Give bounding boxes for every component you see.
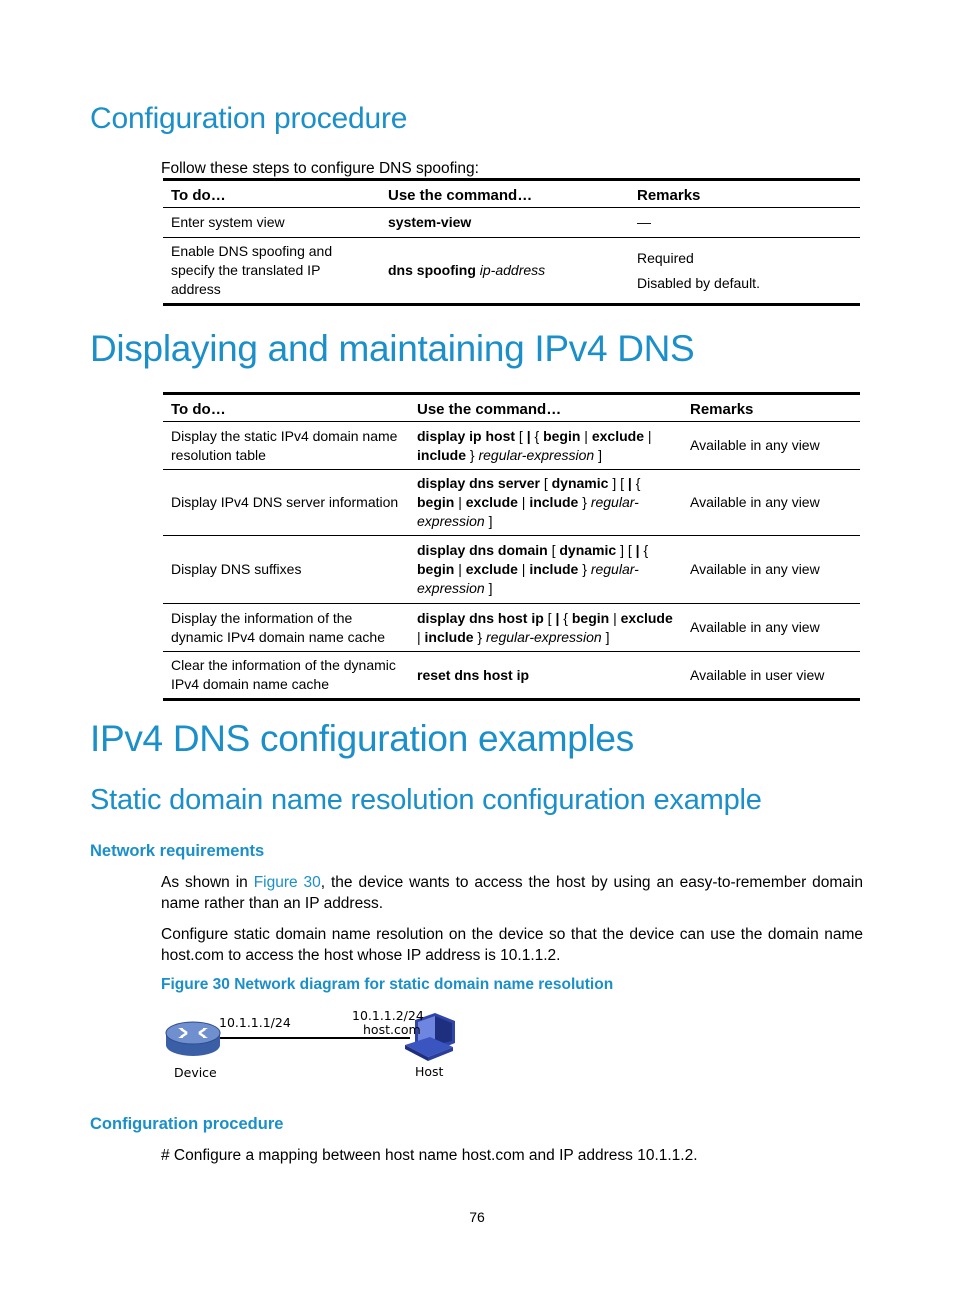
command-keyword: system-view: [388, 214, 472, 230]
command-argument: ip-address: [479, 262, 546, 278]
paragraph-network-1: [161, 872, 863, 914]
remarks-cell: Available in any view: [690, 437, 820, 453]
command-keyword: dns spoofing: [388, 262, 476, 278]
command-cell: [409, 652, 682, 700]
command-keyword: display dns server: [417, 475, 540, 491]
header-command: Use the command…: [417, 401, 562, 418]
config-step-text: # Configure a mapping between host name host.com and IP address 10.1.1.2.: [161, 1147, 698, 1164]
host-ip-label: 10.1.1.2/24: [352, 1008, 424, 1023]
dynamic-keyword: dynamic: [551, 475, 609, 491]
regex-argument: regular-expression: [417, 561, 639, 596]
header-command: Use the command…: [388, 187, 533, 204]
device-label: Device: [174, 1065, 217, 1080]
command-cell: display dns host ip [ | { begin | exclude | include } regular-expression ]: [417, 609, 673, 645]
table-row: [163, 208, 860, 238]
remark-line: Required: [637, 249, 694, 266]
command-keyword: display dns host ip: [417, 609, 544, 626]
table-row: [163, 604, 860, 652]
todo-cell: Enter system view: [171, 214, 285, 230]
display-maintain-table: [163, 392, 860, 701]
table-row: [163, 470, 860, 536]
remarks-cell: Available in any view: [690, 619, 820, 635]
remarks-cell: Available in any view: [690, 561, 820, 577]
dns-spoofing-table: [163, 178, 860, 306]
command-keyword: reset dns host ip: [417, 666, 530, 683]
table-row: [163, 422, 860, 470]
regex-argument: regular-expression: [478, 446, 595, 463]
pipe-token: |: [526, 427, 531, 444]
figure-caption: Figure 30 Network diagram for static domain name resolution: [161, 976, 614, 993]
paragraph-text: , the device wants to access the host by using an easy-to-remember domain name rather than an IP address.: [161, 874, 863, 912]
router-icon: [166, 1022, 220, 1056]
command-keyword: display ip host: [417, 427, 516, 444]
include-keyword: include: [529, 494, 579, 510]
todo-cell: Display the information of the dynamic IPv4 domain name cache: [171, 609, 385, 645]
remarks-cell: [629, 238, 860, 305]
todo-cell: Display DNS suffixes: [171, 561, 302, 577]
paragraph-text: As shown in: [161, 874, 254, 891]
table-row: [163, 652, 860, 700]
section-title-examples: IPv4 DNS configuration examples: [90, 718, 634, 759]
intro-text: Follow these steps to configure DNS spoofing:: [161, 160, 479, 177]
pipe-token: |: [555, 609, 560, 626]
heading-configuration-procedure: Configuration procedure: [90, 1115, 284, 1133]
command-cell: [380, 238, 629, 305]
command-cell: display dns domain [ dynamic ] [ | { begin | exclude | include } regular-expression ]: [417, 542, 649, 596]
table-header-row: [163, 394, 860, 422]
remarks-cell: —: [637, 214, 651, 230]
table-row: [163, 238, 860, 305]
command-cell: display ip host [ | { begin | exclude | include } regular-expression ]: [417, 427, 652, 463]
header-remarks: Remarks: [690, 401, 754, 418]
begin-keyword: begin: [417, 561, 455, 577]
table-row: [163, 536, 860, 604]
remarks-cell: Available in any view: [690, 494, 820, 510]
todo-cell: Enable DNS spoofing and specify the translated IP address: [171, 243, 333, 297]
header-todo: To do…: [171, 401, 226, 418]
subsection-title-static-resolution: Static domain name resolution configuration example: [90, 784, 762, 816]
table-header-row: [163, 180, 860, 208]
page-number: 76: [469, 1209, 485, 1225]
command-keyword: display dns domain: [417, 542, 548, 558]
network-diagram: [160, 1005, 470, 1085]
regex-argument: regular-expression: [486, 628, 602, 645]
exclude-keyword: exclude: [591, 427, 644, 444]
include-keyword: include: [417, 446, 467, 463]
exclude-keyword: exclude: [465, 494, 518, 510]
begin-keyword: begin: [543, 427, 581, 444]
section-title-configuration-procedure: Configuration procedure: [90, 102, 408, 135]
paragraph-network-2: Configure static domain name resolution on the device so that the device can use the domain name host.com to access the host whose IP address is 10.1.1.2.: [161, 926, 863, 964]
include-keyword: include: [424, 628, 474, 645]
todo-cell: Clear the information of the dynamic IPv4 domain name cache: [171, 657, 396, 692]
dynamic-keyword: dynamic: [559, 542, 617, 558]
device-ip-label: 10.1.1.1/24: [219, 1015, 291, 1030]
include-keyword: include: [529, 561, 579, 577]
exclude-keyword: exclude: [465, 561, 518, 577]
header-todo: To do…: [171, 187, 226, 204]
pipe-token: |: [635, 542, 640, 558]
host-label: Host: [415, 1064, 444, 1079]
host-name-label: host.com: [363, 1022, 421, 1037]
header-remarks: Remarks: [637, 187, 701, 204]
begin-keyword: begin: [417, 494, 455, 510]
begin-keyword: begin: [571, 609, 610, 626]
exclude-keyword: exclude: [620, 609, 673, 626]
command-cell: [380, 208, 629, 238]
section-title-displaying-maintaining: Displaying and maintaining IPv4 DNS: [90, 328, 695, 369]
todo-cell: Display IPv4 DNS server information: [171, 494, 399, 510]
figure-30-link[interactable]: Figure 30: [253, 874, 321, 891]
pipe-token: |: [627, 475, 632, 491]
remarks-cell: Available in user view: [690, 666, 825, 683]
remark-line: Disabled by default.: [637, 274, 760, 291]
todo-cell: Display the static IPv4 domain name resolution table: [171, 427, 398, 463]
regex-argument: regular-expression: [417, 494, 639, 529]
command-cell: display dns server [ dynamic ] [ | { begin | exclude | include } regular-expression ]: [417, 475, 641, 529]
heading-network-requirements: Network requirements: [90, 842, 265, 860]
